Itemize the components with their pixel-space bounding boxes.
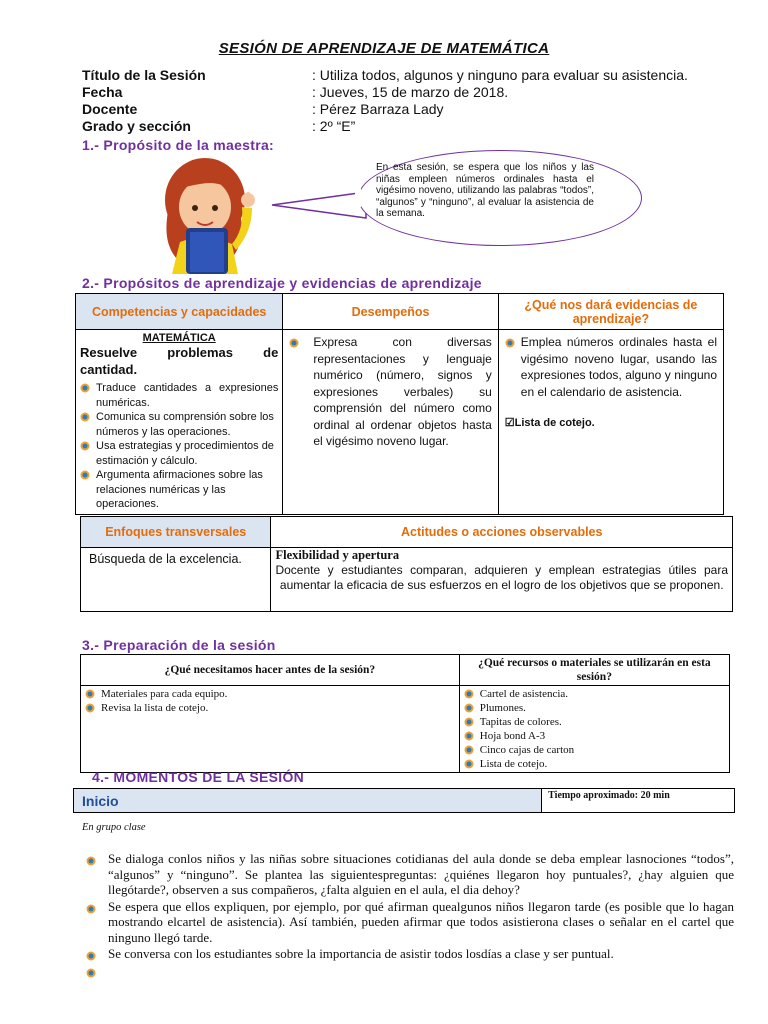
bullet-icon <box>85 689 95 699</box>
bullet-icon <box>80 441 90 451</box>
bullet-icon <box>86 949 96 959</box>
bullet-icon <box>464 717 474 727</box>
section3-heading: 3.- Preparación de la sesión <box>82 637 276 653</box>
col-attitudes: Actitudes o acciones observables <box>271 517 733 548</box>
header-value-title: : Utiliza todos, algunos y ninguno para evaluar su asistencia. <box>312 67 688 83</box>
bullet-icon <box>464 731 474 741</box>
col-resources: ¿Qué recursos o materiales se utilizarán en esta sesión? <box>459 655 729 686</box>
evidence-text: Emplea números ordinales hasta el vigésimo noveno lugar, usando las expresiones todos, alguno y ninguno en el calendario de asistencia. <box>520 335 717 399</box>
resource-item: Cartel de asistencia. <box>464 687 725 701</box>
header-label-teacher: Docente <box>82 101 138 117</box>
header-value-teacher: : Pérez Barraza Lady <box>312 101 444 117</box>
phase-time: Tiempo aproximado: 20 min <box>542 789 735 813</box>
capacity-item: Argumenta afirmaciones sobre las relaciones numéricas y las operaciones. <box>80 468 278 512</box>
area-label: MATEMÁTICA <box>142 332 216 344</box>
page-title: SESIÓN DE APRENDIZAJE DE MATEMÁTICA <box>218 40 550 57</box>
bullet-icon <box>80 383 90 393</box>
bullet-icon <box>86 966 96 976</box>
preparation-table <box>80 654 730 773</box>
moment-item <box>86 963 734 976</box>
col-evidence: ¿Qué nos dará evidencias de aprendizaje? <box>498 294 723 330</box>
performance-text: Expresa con diversas representaciones y lenguaje numérico (número, signos y expresiones verbales) su comprensión del número como ordinal al ordenar objetos hasta el vigésimo noveno lugar. <box>313 335 492 448</box>
capacity-item: Comunica su comprensión sobre los números y las operaciones. <box>80 410 278 439</box>
section1-heading: 1.- Propósito de la maestra: <box>82 137 275 153</box>
section2-heading: 2.- Propósitos de aprendizaje y evidencias de aprendizaje <box>82 275 482 291</box>
teacher-illustration <box>150 152 280 274</box>
header-label-title: Título de la Sesión <box>82 67 206 83</box>
moment-item: Se espera que ellos expliquen, por ejemplo, por qué afirman quealgunos niños llegaron tarde (es posible que lo hagan mostrando elcartel de asistencia). Así también, pueden afirmar que todos asistierona clases o señalar en el cartel que ninguno llegó tarde. <box>86 899 734 946</box>
capacity-item: Usa estrategias y procedimientos de estimación y cálculo. <box>80 439 278 468</box>
competencies-table <box>75 293 724 515</box>
resource-item: Plumones. <box>464 701 725 715</box>
resource-item: Lista de cotejo. <box>464 757 725 771</box>
attitude-text: Docente y estudiantes comparan, adquieren y emplean estrategias útiles para aumentar la eficacia de sus esfuerzos en el logro de los objetivos que se proponen. <box>275 563 728 592</box>
before-cell <box>81 686 460 773</box>
header-label-grade: Grado y sección <box>82 118 191 134</box>
col-before: ¿Qué necesitamos hacer antes de la sesión? <box>81 655 460 686</box>
performance-cell <box>283 330 498 515</box>
resource-item: Cinco cajas de carton <box>464 743 725 757</box>
capacity-item: Traduce cantidades a expresiones numéricas. <box>80 381 278 410</box>
phase-label: Inicio <box>74 789 542 813</box>
header-label-date: Fecha <box>82 84 123 100</box>
bullet-icon <box>85 703 95 713</box>
bullet-icon <box>289 336 299 346</box>
header-value-grade: : 2º “E” <box>312 118 356 134</box>
bullet-icon <box>464 703 474 713</box>
bullet-icon <box>86 854 96 864</box>
evidence-cell <box>498 330 723 515</box>
section4-heading: 4.- MOMENTOS DE LA SESIÓN <box>92 769 305 785</box>
col-competencies: Competencias y capacidades <box>76 294 283 330</box>
moment-item: Se dialoga conlos niños y las niñas sobre situaciones cotidianas del aula donde se deba emplear lasnociones “todos”, “algunos” y “ninguno”. Se plantea las siguientespreguntas: ¿quiénes llegaron hoy puntuales?, ¿hay alguien que llegótarde?, observen a sus compañeros, ¿falta alguien en el aula, el dia dehoy? <box>86 851 734 898</box>
bubble-text: En esta sesión, se espera que los niños y las niñas empleen números ordinales hasta el vigésimo noveno, utilizando las palabras “todos”, “algunos” y “ninguno”, al evaluar la asistencia de la semana. <box>376 162 594 219</box>
instrument-text: ☑Lista de cotejo. <box>504 417 595 429</box>
resources-cell <box>459 686 729 773</box>
attitude-cell <box>271 548 733 612</box>
moments-table <box>73 788 735 813</box>
moment-item: Se conversa con los estudiantes sobre la importancia de asistir todos losdías a clase y ser puntual. <box>86 946 734 962</box>
approach-cell: Búsqueda de la excelencia. <box>81 548 271 612</box>
bullet-icon <box>464 759 474 769</box>
bullet-icon <box>464 745 474 755</box>
competencies-cell <box>76 330 283 515</box>
bullet-icon <box>80 412 90 422</box>
attitude-title: Flexibilidad y apertura <box>275 548 400 562</box>
resource-item: Hoja bond A-3 <box>464 729 725 743</box>
col-approaches: Enfoques transversales <box>81 517 271 548</box>
header-value-date: : Jueves, 15 de marzo de 2018. <box>312 84 509 100</box>
moments-list <box>86 851 734 976</box>
transversal-table <box>80 516 733 612</box>
bullet-icon <box>464 689 474 699</box>
before-item: Revisa la lista de cotejo. <box>85 701 455 715</box>
bullet-icon <box>80 470 90 480</box>
competence-text: Resuelve problemas de cantidad. <box>80 345 279 377</box>
col-performance: Desempeños <box>283 294 498 330</box>
bullet-icon <box>505 336 515 346</box>
before-item: Materiales para cada equipo. <box>85 687 455 701</box>
bullet-icon <box>86 902 96 912</box>
group-label: En grupo clase <box>82 822 146 833</box>
resource-item: Tapitas de colores. <box>464 715 725 729</box>
